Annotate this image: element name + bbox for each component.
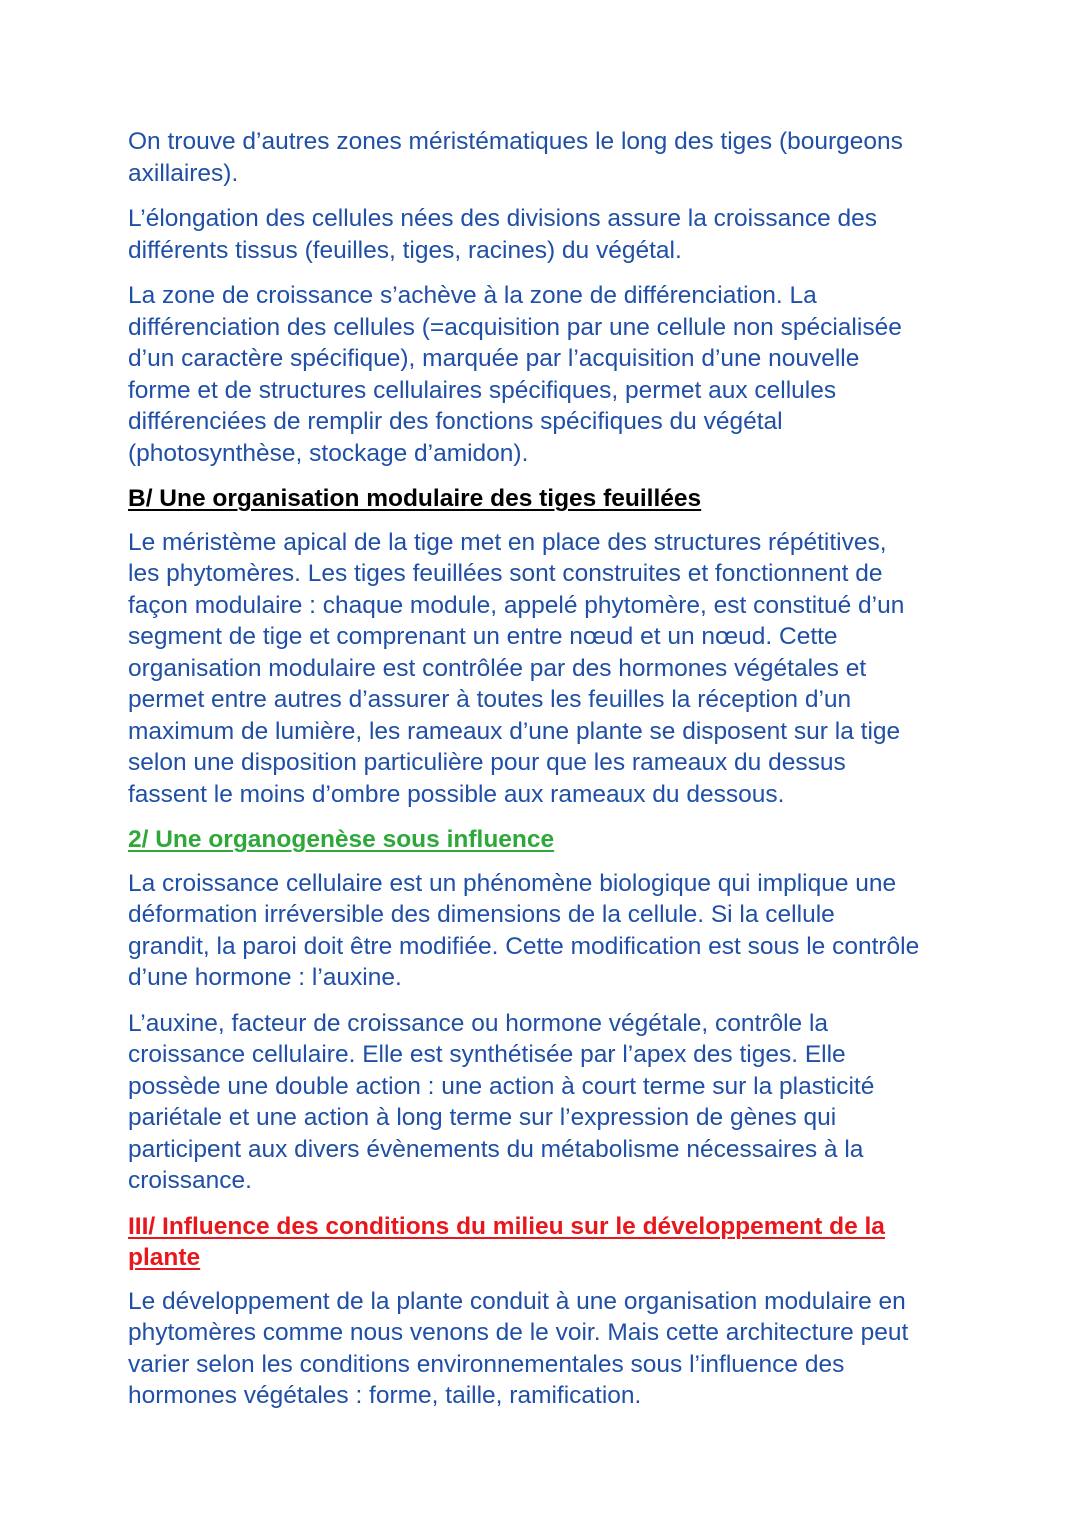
document-page — [128, 126, 958, 1426]
paragraph-meristem-zones: On trouve d’autres zones méristématiques le long des tiges (bourgeons axillaires). — [128, 128, 903, 187]
paragraph-differentiation: La zone de croissance s’achève à la zone de différenciation. La différenciation des cellules (=acquisition par une cellule non spécialisée d’un caractère spécifique), marquée par l’acquisition d’une nouvelle forme et de structures cellulaires spécifiques, permet aux cellules différenciées de remplir des fonctions spécifiques du végétal (photosynthèse, stockage d’amidon). — [128, 282, 902, 467]
paragraph-cell-elongation: L’élongation des cellules nées des divisions assure la croissance des différents tissus (feuilles, tiges, racines) du végétal. — [128, 205, 878, 264]
paragraph-phytomeres: Le méristème apical de la tige met en place des structures répétitives, les phytomères. Les tiges feuillées sont construites et fonctionnent de façon modulaire : chaque module, appelé phytomère, est constitué d’un segment de tige et comprenant un entre nœud et un nœud. Cette organisation modulaire est contrôlée par des hormones végétales et permet entre autres d’assurer à toutes les feuilles la réception d’un maximum de lumière, les rameaux d’une plante se disposent sur la tige selon une disposition particulière pour que les rameaux du dessus fassent le moins d’ombre possible aux rameaux du dessous. — [128, 528, 905, 808]
paragraph-cell-growth: La croissance cellulaire est un phénomène biologique qui implique une déformation irréversible des dimensions de la cellule. Si la cellule grandit, la paroi doit être modifiée. Cette modification est sous le contrôle d’une hormone : l’auxine. — [128, 869, 920, 991]
heading-organogenesis: 2/ Une organogenèse sous influence — [128, 826, 555, 853]
heading-environment-influence: III/ Influence des conditions du milieu sur le développement de la plante — [128, 1212, 885, 1271]
heading-modular-organization: B/ Une organisation modulaire des tiges feuillées — [128, 485, 702, 512]
paragraph-plant-development: Le développement de la plante conduit à une organisation modulaire en phytomères comme nous venons de le voir. Mais cette architecture peut varier selon les conditions environnementales sous l’influence des hormones végétales : forme, taille, ramification. — [128, 1287, 909, 1409]
paragraph-auxin: L’auxine, facteur de croissance ou hormone végétale, contrôle la croissance cellulaire. Elle est synthétisée par l’apex des tiges. Elle possède une double action : une action à court terme sur la plasticité pariétale et une action à long terme sur l’expression de gènes qui participent aux divers évènements du métabolisme nécessaires à la croissance. — [128, 1009, 875, 1194]
